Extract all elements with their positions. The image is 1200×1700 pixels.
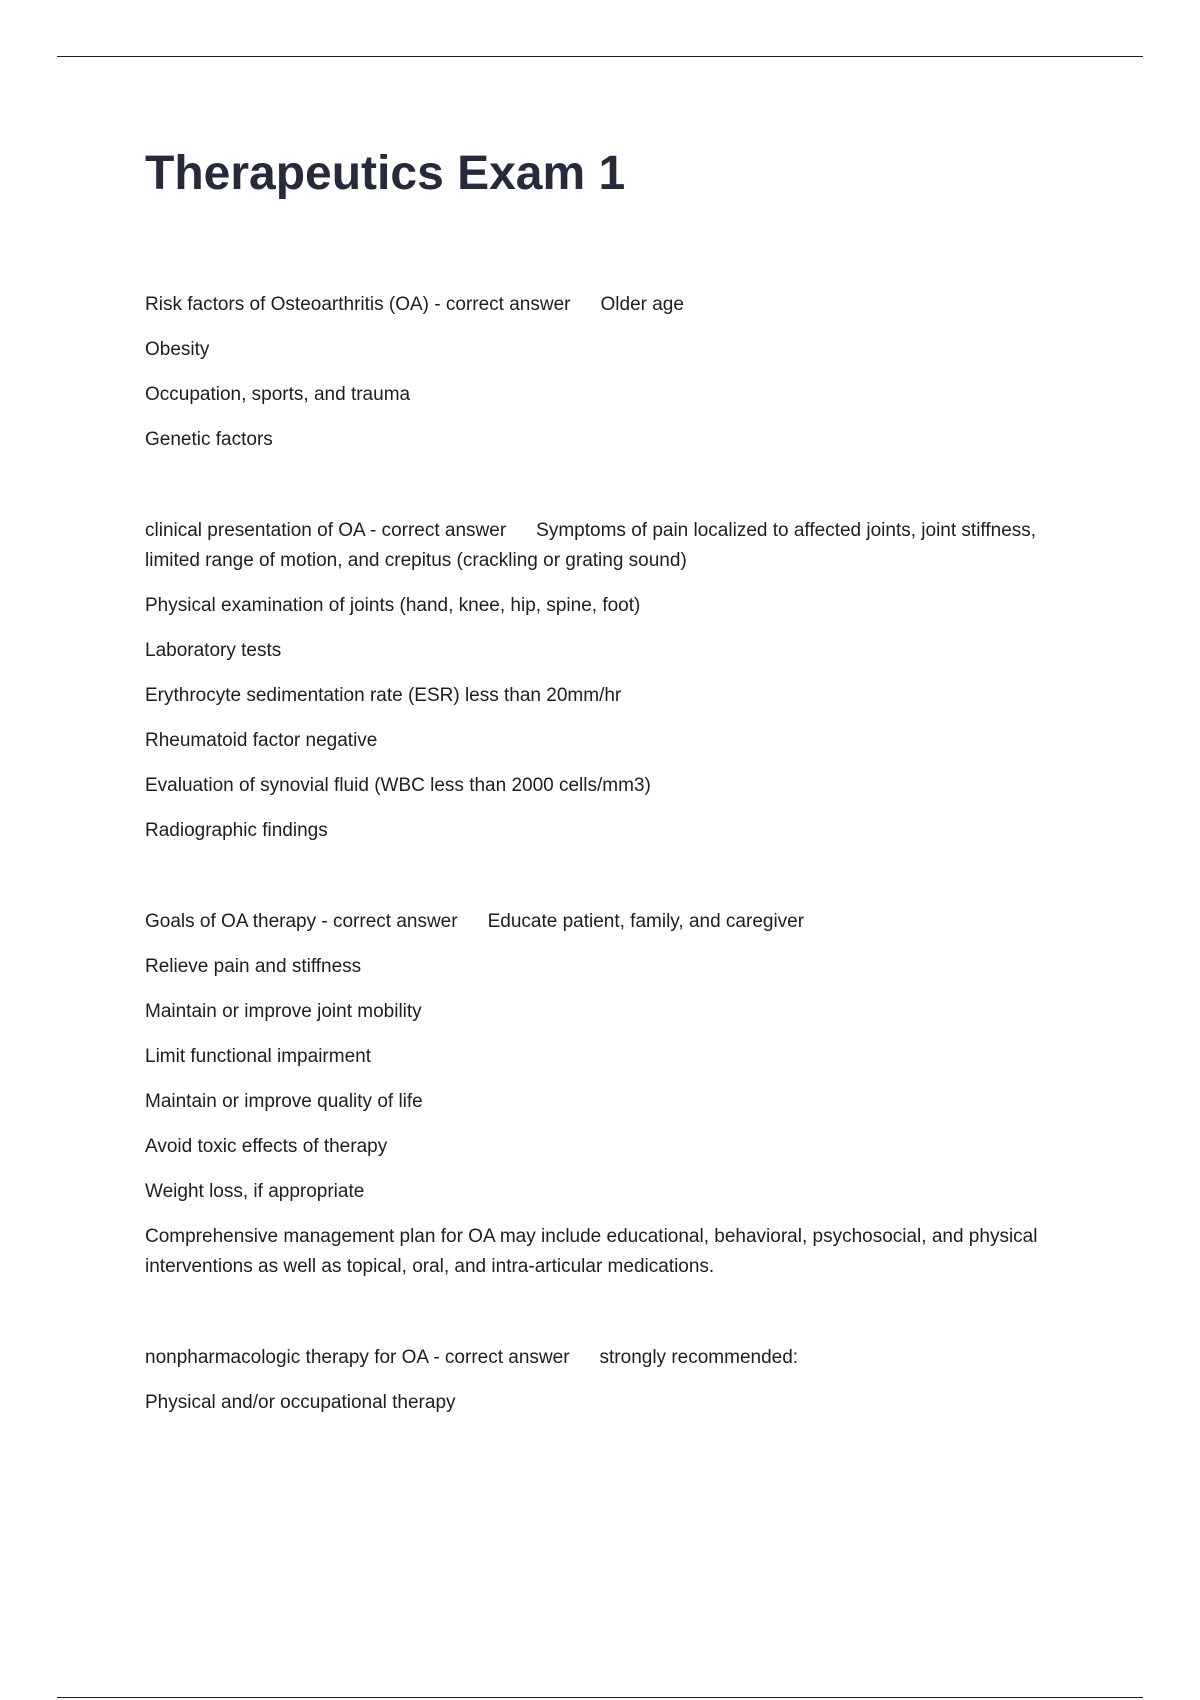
answer-line: Erythrocyte sedimentation rate (ESR) less than 20mm/hr [145, 685, 622, 706]
page-title: Therapeutics Exam 1 [145, 147, 626, 200]
qa-section-oa-risk-factors [145, 290, 1045, 455]
answer-line: Evaluation of synovial fluid (WBC less than 2000 cells/mm3) [145, 775, 651, 796]
qa-question-line [145, 907, 1045, 937]
answer-line: Physical and/or occupational therapy [145, 1392, 456, 1413]
answer-line: Limit functional impairment [145, 1046, 371, 1067]
answer-line: Avoid toxic effects of therapy [145, 1136, 388, 1157]
answer-line: Maintain or improve joint mobility [145, 1001, 422, 1022]
answer-line: Weight loss, if appropriate [145, 1181, 365, 1202]
answer-line: Relieve pain and stiffness [145, 956, 362, 977]
bottom-divider [57, 1697, 1143, 1698]
qa-section-clinical-presentation [145, 516, 1045, 846]
qa-section-therapy-goals [145, 907, 1045, 1282]
answer-line: Laboratory tests [145, 640, 282, 661]
qa-question-line [145, 290, 1045, 320]
qa-question-line [145, 516, 1045, 576]
question-text: Risk factors of Osteoarthritis (OA) - correct answer [145, 294, 571, 315]
answer-line: Rheumatoid factor negative [145, 730, 378, 751]
answer-line: Maintain or improve quality of life [145, 1091, 423, 1112]
question-text: clinical presentation of OA - correct answer [145, 520, 507, 541]
qa-section-nonpharmacologic-therapy [145, 1343, 1045, 1418]
answer-line: Occupation, sports, and trauma [145, 384, 411, 405]
question-text: nonpharmacologic therapy for OA - correct answer [145, 1347, 570, 1368]
qa-list [145, 290, 1045, 1479]
question-text: Goals of OA therapy - correct answer [145, 911, 458, 932]
top-divider [57, 56, 1143, 57]
answer-text: Older age [600, 294, 684, 315]
answer-text: Symptoms of pain localized to affected joints, joint stiffness, limited range of motion, and crepitus (crackling or grating sound) [145, 520, 1037, 571]
answer-text: strongly recommended: [599, 1347, 799, 1368]
answer-line: Genetic factors [145, 429, 273, 450]
answer-line: Physical examination of joints (hand, knee, hip, spine, foot) [145, 595, 641, 616]
answer-line: Radiographic findings [145, 820, 328, 841]
answer-line: Comprehensive management plan for OA may include educational, behavioral, psychosocial, and physical interventions as well as topical, oral, and intra-articular medications. [145, 1226, 1038, 1277]
qa-question-line [145, 1343, 1045, 1373]
answer-line: Obesity [145, 339, 210, 360]
answer-text: Educate patient, family, and caregiver [487, 911, 805, 932]
